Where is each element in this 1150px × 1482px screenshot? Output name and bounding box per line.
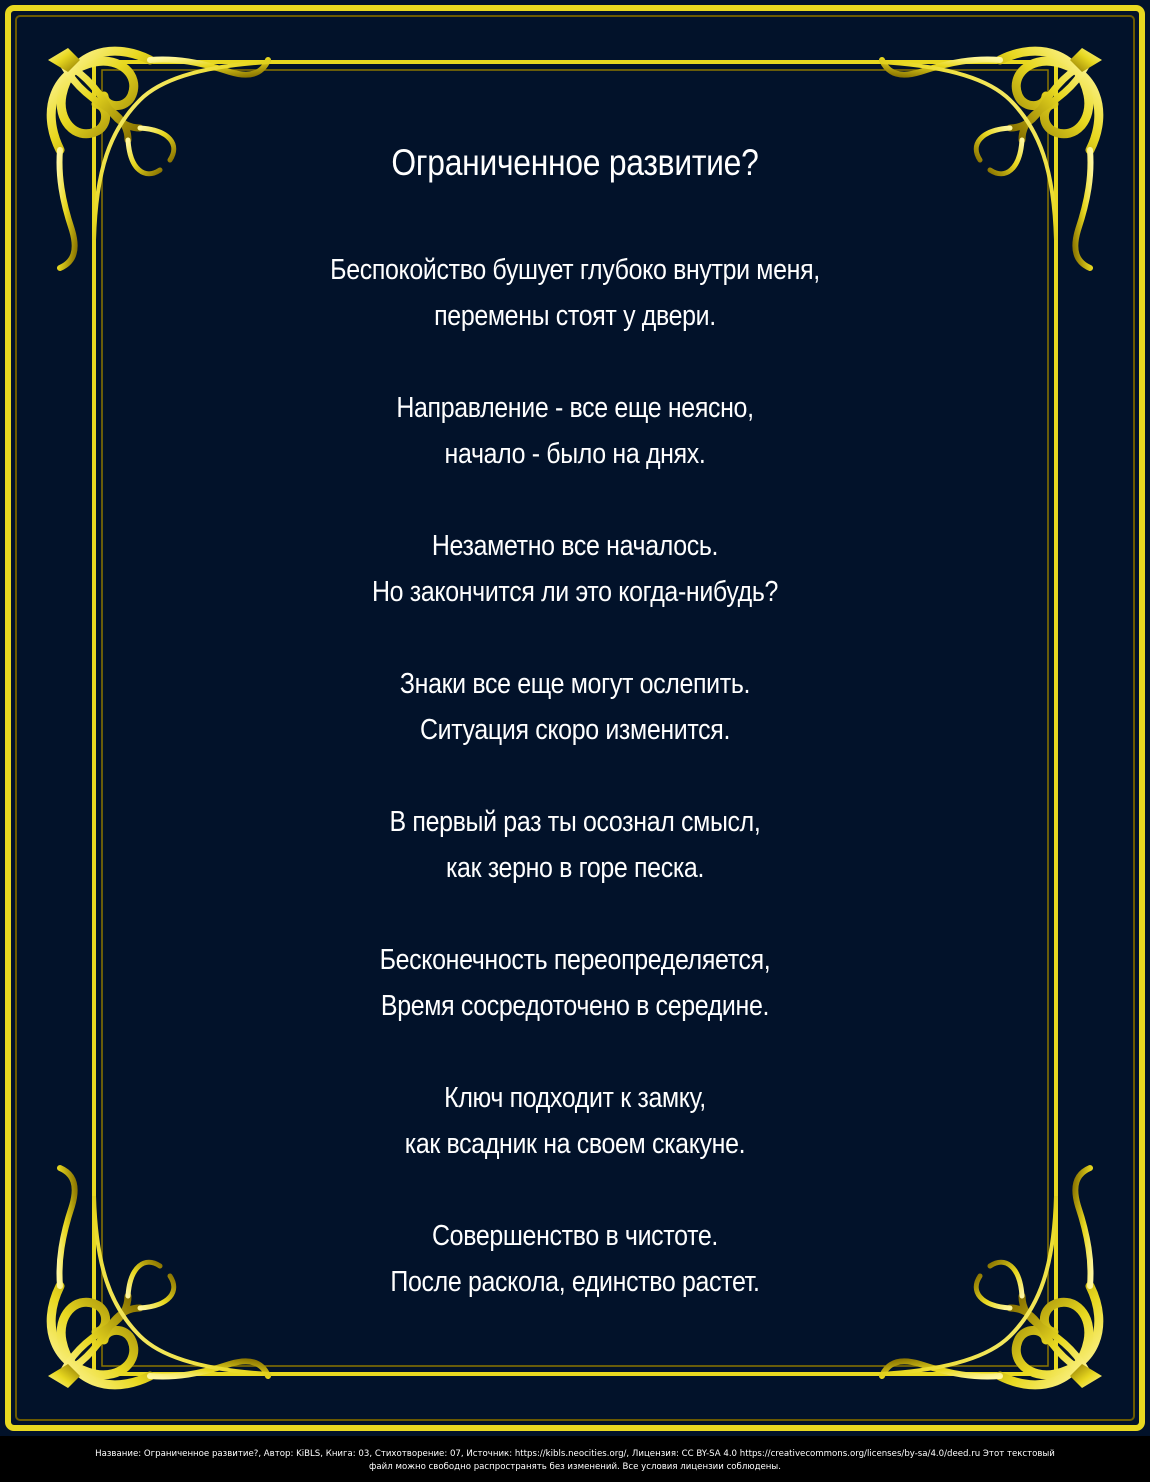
poem-line: Направление - все еще неясно, — [396, 392, 754, 424]
poem-line: Но закончится ли это когда-нибудь? — [371, 576, 779, 608]
poem-line: Совершенство в чистоте. — [432, 1220, 718, 1252]
footer-line-1: Название: Ограниченное развитие?, Автор: KiBLS, Книга: 03, Стихотворение: 07, Источник: https://kibls.neocities.org/, Лицензия: CC BY-SA 4.0 https://creativecommons.org/licenses/by-sa/4.0/deed.ru Этот текстовый — [95, 1449, 1055, 1459]
poem-line: Ключ подходит к замку, — [444, 1082, 706, 1114]
poem-line: Бесконечность переопределяется, — [379, 944, 771, 976]
stanza-4 — [210, 661, 941, 753]
stanza-1 — [210, 247, 941, 339]
stanza-2 — [210, 385, 941, 477]
stanza-5 — [210, 799, 941, 891]
stanza-8 — [210, 1213, 941, 1305]
poem-line: Беспокойство бушует глубоко внутри меня, — [330, 254, 820, 286]
poem-line: Знаки все еще могут ослепить. — [399, 668, 751, 700]
poem-line: Время сосредоточено в середине. — [380, 990, 770, 1022]
stanza-7 — [210, 1075, 941, 1167]
poem-line: начало - было на днях. — [444, 438, 706, 470]
poem-line: как всадник на своем скакуне. — [404, 1128, 746, 1160]
footer-line-2: файл можно свободно распространять без изменений. Все условия лицензии соблюдены. — [369, 1462, 781, 1472]
poem-line: перемены стоят у двери. — [434, 300, 716, 332]
poem-line: как зерно в горе песка. — [445, 852, 705, 884]
stanza-3 — [210, 523, 941, 615]
poem-line: После раскола, единство растет. — [390, 1266, 760, 1298]
poem-line: В первый раз ты осознал смысл, — [389, 806, 761, 838]
stanza-6 — [210, 937, 941, 1029]
license-footer — [0, 1448, 1150, 1474]
poem-line: Незаметно все началось. — [431, 530, 719, 562]
poem-line: Ситуация скоро изменится. — [419, 714, 731, 746]
poem-title: Ограниченное развитие? — [391, 142, 759, 183]
